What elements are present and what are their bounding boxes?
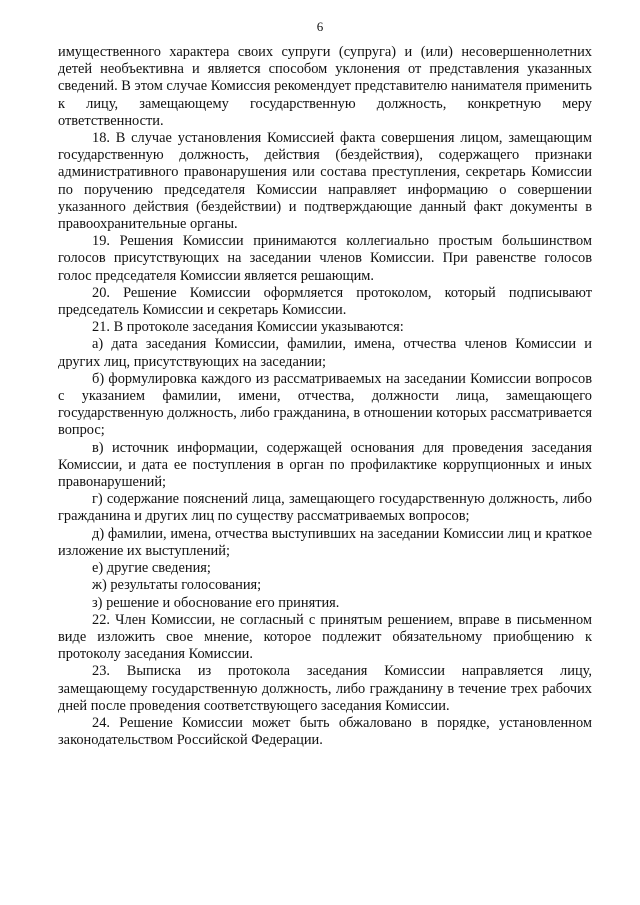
paragraph: г) содержание пояснений лица, замещающего государственную должность, либо гражданина и других лиц по существу рассматриваемых вопросов; (58, 491, 592, 525)
document-body (58, 44, 592, 749)
paragraph: 20. Решение Комиссии оформляется протоколом, который подписывают председатель Комиссии и секретарь Комиссии. (58, 284, 592, 319)
paragraph: 19. Решения Комиссии принимаются коллегиально простым большинством голосов присутствующих на заседании членов Комиссии. При равенстве голосов голос председателя Комиссии является решающим. (58, 233, 592, 284)
paragraph: имущественного характера своих супруги (супруга) и (или) несовершеннолетних детей необъективна и является способом уклонения от представления указанных сведений. В этом случае Комиссия рекомендует представителю нанимателя применить к лицу, замещающему государственную должность, конкретную меру ответственности. (58, 44, 592, 129)
page-number: 6 (316, 19, 324, 34)
paragraph: в) источник информации, содержащей основания для проведения заседания Комиссии, и дата ее поступления в орган по профилактике коррупционных и иных правонарушений; (58, 439, 592, 491)
paragraph: д) фамилии, имена, отчества выступивших на заседании Комиссии лиц и краткое изложение их выступлений; (58, 525, 592, 559)
paragraph: 21. В протоколе заседания Комиссии указываются: (92, 319, 404, 336)
paragraph: е) другие сведения; (92, 560, 211, 577)
paragraph: 24. Решение Комиссии может быть обжаловано в порядке, установленном законодательством Российской Федерации. (58, 714, 592, 749)
paragraph: б) формулировка каждого из рассматриваемых на заседании Комиссии вопросов с указанием фамилии, имени, отчества, должности лица, замещающего государственную должность, либо гражданина, в отношении которых рассматривается вопрос; (58, 370, 592, 439)
paragraph: з) решение и обоснование его принятия. (92, 594, 340, 611)
paragraph: 18. В случае установления Комиссией факта совершения лицом, замещающим государственную должность, действия (бездействия), содержащего признаки административного правонарушения или состава преступления, секретарь Комиссии по поручению председателя Комиссии направляет информацию о совершении указанного действия (бездействии) и подтверждающие данный факт документы в правоохранительные органы. (58, 130, 592, 233)
paragraph: 22. Член Комиссии, не согласный с принятым решением, вправе в письменном виде изложить свое мнение, которое подлежит обязательному приобщению к протоколу заседания Комиссии. (58, 611, 592, 663)
paragraph: а) дата заседания Комиссии, фамилии, имена, отчества членов Комиссии и других лиц, присутствующих на заседании; (58, 336, 592, 370)
paragraph: ж) результаты голосования; (92, 577, 262, 594)
paragraph: 23. Выписка из протокола заседания Комиссии направляется лицу, замещающему государственную должность, либо гражданину в течение трех рабочих дней после проведения соответствующего заседания Комиссии. (58, 663, 592, 714)
